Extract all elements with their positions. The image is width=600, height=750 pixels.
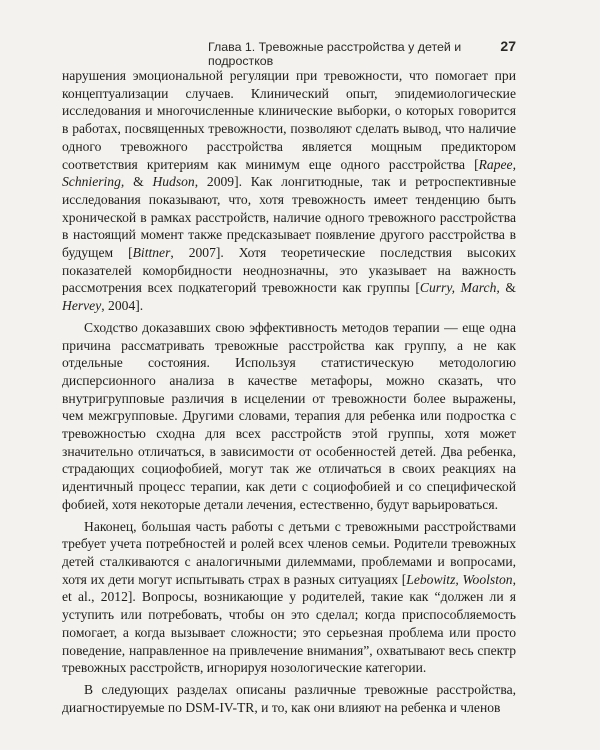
paragraph-text: , 2004]. <box>101 298 144 314</box>
paragraph-text: , 2007]. Хотя теоретические последствия высоких показателей коморбидности неоднозначны, это указывает на важность рассмотрения всех подкатегорий тревожности как группы [ <box>62 245 516 296</box>
citation-author: Hervey <box>62 298 102 314</box>
paragraph <box>62 681 516 716</box>
citation-author: Hudson <box>152 174 195 190</box>
paragraph-text: , 2009]. Как лонгитюдные, так и ретроспективные исследования показывают, что, хотя тревожность имеет тенденцию быть хронической в рамках расстройств, наличие одного тревожного расстройства в настоящий момент также предсказывает появление другого расстройства в будущем [ <box>62 174 516 261</box>
chapter-title: Глава 1. Тревожные расстройства у детей и подростков <box>208 40 462 68</box>
body-text <box>62 67 516 716</box>
paragraph <box>62 319 516 514</box>
page-number: 27 <box>500 38 516 54</box>
citation-author: Lebowitz, Woolston <box>406 571 513 587</box>
paragraph <box>62 67 516 315</box>
citation-author: Bittner <box>132 245 171 261</box>
paragraph-text: нарушения эмоциональной регуляции при тревожности, что помогает при концептуализации случаев. Клинический опыт, эпидемиологические исследования и многочисленные клинические выборки, о которых говорится в работах, посвященных тревожности, позволяют сделать вывод, что наличие одного тревожного расстройства является мощным предиктором соответствия критериям как минимум еще одного расстройства [ <box>62 68 516 172</box>
citation-author: Rapee, Schniering, <box>62 156 516 190</box>
paragraph-text: В следующих разделах описаны различные тревожные расстройства, диагностируемые по DSM-IV-TR, и то, как они влияют на ребенка и членов <box>62 681 516 715</box>
running-header <box>62 38 516 68</box>
citation-author: Curry, March, <box>419 280 506 296</box>
paragraph-text: , et al., 2012]. Вопросы, возникающие у родителей, такие как “должен ли я уступить или потребовать, чтобы он это сделал; когда приспособляемость помогает, а когда вызывает сложности; это серьезная проблема или просто поведение, направленное на привлечение внимания”, охватывают весь спектр тревожных расстройств, игнорируя нозологические категории. <box>62 571 516 676</box>
paragraph <box>62 518 516 677</box>
paragraph-text: & <box>133 174 153 190</box>
paragraph-text: Наконец, большая часть работы с детьми с тревожными расстройствами требует учета потребностей и ролей всех членов семьи. Родители тревожных детей сталкиваются с аналогичными дилеммами, проблемами и вопросами, хотя их дети могут испытывать страх в разных ситуациях [ <box>62 518 516 587</box>
paragraph-text: & <box>505 280 516 296</box>
paragraph-text: Сходство доказавших свою эффективность методов терапии — еще одна причина рассматривать тревожные расстройства как группу, а не как отдельные состояния. Используя статистическую методологию дисперсионного анализа в качестве метафоры, можно сказать, что внутригрупповые различия в исцелении от тревожности более выражены, чем межгрупповые. Другими словами, терапия для ребенка или подростка с тревожностью сходна для всех расстройств этой группы, хотя может значительно отличаться, в зависимости от особенностей детей. Два ребенка, страдающих социофобией, могут так же отличаться в своих реакциях на идентичный процесс терапии, как дети с социофобией и со специфической фобией, хотя некоторые детали лечения, естественно, будут варьироваться. <box>62 319 516 512</box>
